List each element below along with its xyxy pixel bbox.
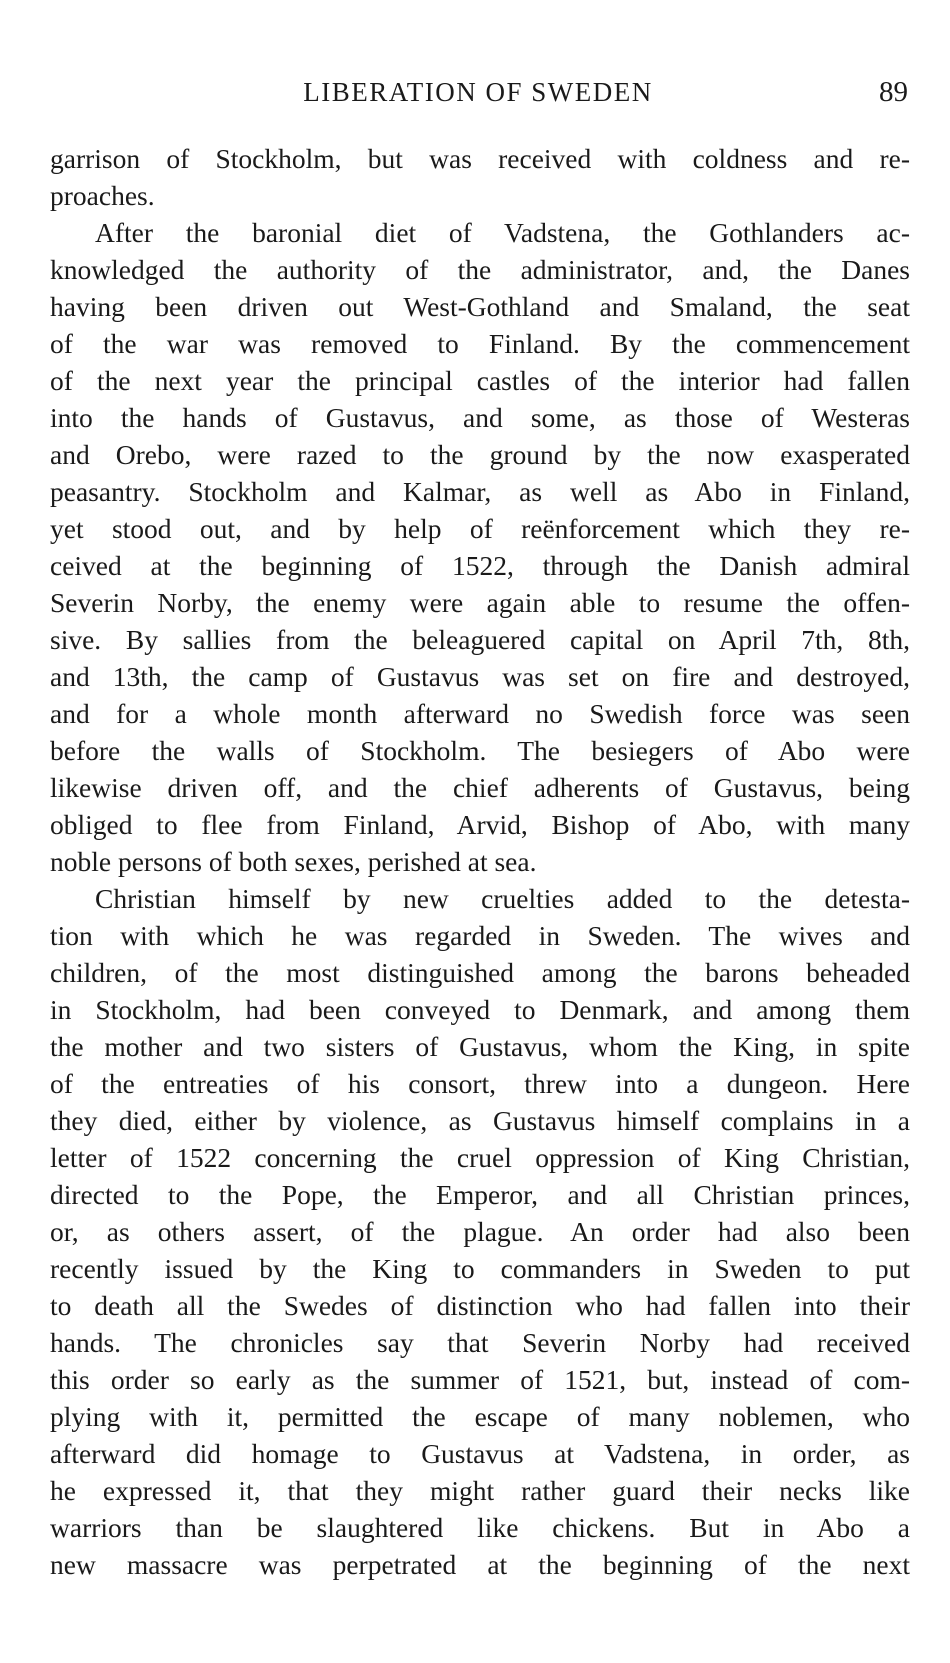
text-line: directed to the Pope, the Emperor, and all Christian princes, (50, 1179, 910, 1210)
text-line: Christian himself by new cruelties added to the detesta- (95, 883, 910, 914)
text-line: tion with which he was regarded in Sweden. The wives and (50, 920, 910, 951)
text-line: sive. By sallies from the beleaguered capital on April 7th, 8th, (50, 624, 910, 655)
running-head (48, 72, 908, 112)
text-line: Severin Norby, the enemy were again able to resume the offen- (50, 587, 910, 618)
body-text (50, 140, 910, 1583)
text-line: new massacre was perpetrated at the beginning of the next (50, 1549, 910, 1580)
text-line: of the next year the principal castles of the interior had fallen (50, 365, 910, 396)
text-line: knowledged the authority of the administrator, and, the Danes (50, 254, 910, 285)
text-line: and for a whole month afterward no Swedish force was seen (50, 698, 910, 729)
text-line: having been driven out West-Gothland and Smaland, the seat (50, 291, 910, 322)
text-line: before the walls of Stockholm. The besiegers of Abo were (50, 735, 910, 766)
text-line: peasantry. Stockholm and Kalmar, as well as Abo in Finland, (50, 476, 910, 507)
text-line: After the baronial diet of Vadstena, the Gothlanders ac- (95, 217, 910, 248)
text-line: to death all the Swedes of distinction who had fallen into their (50, 1290, 910, 1321)
text-line: in Stockholm, had been conveyed to Denmark, and among them (50, 994, 910, 1025)
text-line: the mother and two sisters of Gustavus, whom the King, in spite (50, 1031, 910, 1062)
text-line: of the war was removed to Finland. By the commencement (50, 328, 910, 359)
text-line: plying with it, permitted the escape of many noblemen, who (50, 1401, 910, 1432)
page-title: LIBERATION OF SWEDEN (303, 77, 653, 107)
text-line: ceived at the beginning of 1522, through the Danish admiral (50, 550, 910, 581)
text-line: and Orebo, were razed to the ground by the now exasperated (50, 439, 910, 470)
text-line: into the hands of Gustavus, and some, as those of Westeras (50, 402, 910, 433)
page-number: 89 (879, 76, 908, 108)
text-line: afterward did homage to Gustavus at Vadstena, in order, as (50, 1438, 910, 1469)
text-line: noble persons of both sexes, perished at sea. (50, 846, 537, 877)
text-line: letter of 1522 concerning the cruel oppression of King Christian, (50, 1142, 910, 1173)
text-line: children, of the most distinguished among the barons beheaded (50, 957, 910, 988)
text-line: yet stood out, and by help of reënforcement which they re- (50, 513, 910, 544)
text-line: garrison of Stockholm, but was received with coldness and re- (50, 143, 910, 174)
text-line: of the entreaties of his consort, threw into a dungeon. Here (50, 1068, 910, 1099)
text-line: obliged to flee from Finland, Arvid, Bishop of Abo, with many (50, 809, 910, 840)
text-line: they died, either by violence, as Gustavus himself complains in a (50, 1105, 910, 1136)
text-line: likewise driven off, and the chief adherents of Gustavus, being (50, 772, 910, 803)
text-line: hands. The chronicles say that Severin Norby had received (50, 1327, 910, 1358)
text-line: he expressed it, that they might rather guard their necks like (50, 1475, 910, 1506)
text-line: this order so early as the summer of 1521, but, instead of com- (50, 1364, 910, 1395)
text-line: warriors than be slaughtered like chickens. But in Abo a (50, 1512, 910, 1543)
text-line: or, as others assert, of the plague. An order had also been (50, 1216, 910, 1247)
text-line: proaches. (50, 180, 155, 211)
text-line: and 13th, the camp of Gustavus was set on fire and destroyed, (50, 661, 910, 692)
text-line: recently issued by the King to commanders in Sweden to put (50, 1253, 910, 1284)
